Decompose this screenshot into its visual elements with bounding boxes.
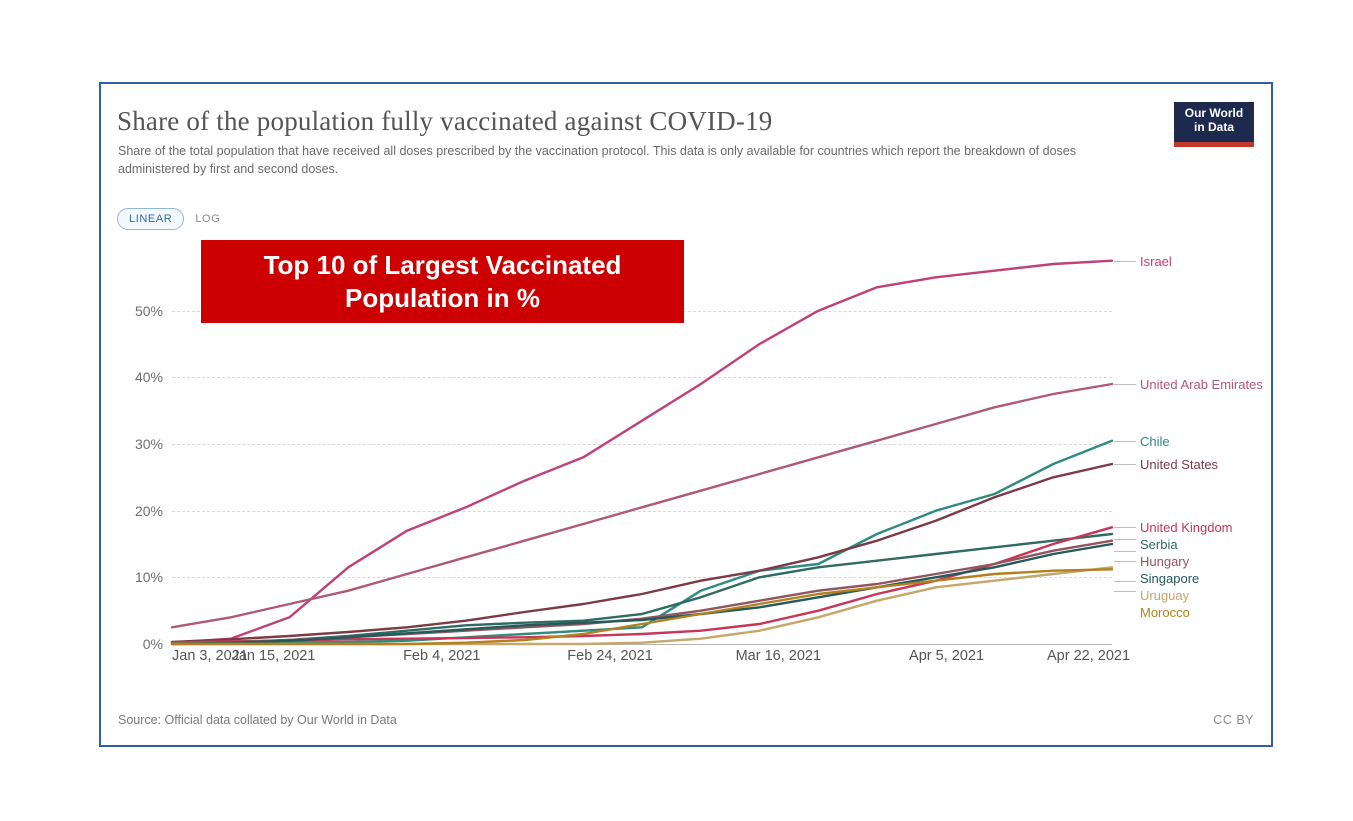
y-axis-tick-label: 10% [134, 569, 163, 586]
y-axis-tick-label: 20% [134, 502, 163, 519]
series-leader-line [1114, 464, 1136, 465]
x-axis-tick-label: Feb 4, 2021 [403, 648, 481, 664]
series-line [172, 527, 1112, 642]
y-axis-tick-label: 30% [134, 436, 163, 452]
series-line [172, 464, 1112, 642]
series-leader-line [1114, 441, 1136, 442]
series-end-label[interactable]: Chile [1140, 433, 1170, 449]
scale-toggle[interactable] [117, 208, 231, 230]
series-leader-line [1114, 539, 1136, 540]
series-end-label[interactable]: United Arab Emirates [1140, 377, 1263, 392]
series-leader-line [1114, 527, 1136, 528]
x-axis-tick-label: Mar 16, 2021 [735, 648, 822, 664]
series-line [172, 567, 1112, 644]
series-end-label[interactable]: Uruguay [1140, 588, 1190, 604]
y-axis-tick-label: 50% [134, 302, 163, 319]
overlay-banner: Top 10 of Largest Vaccinated Population in % [201, 240, 684, 323]
x-axis-tick-label: Apr 22, 2021 [1046, 648, 1131, 664]
x-axis-tick-label: Jan 3, 2021 [172, 648, 248, 664]
source-note: Source: Official data collated by Our World in Data [118, 713, 397, 727]
logo-line-2: in Data [1193, 119, 1234, 134]
y-axis-tick-label: 40% [134, 369, 163, 386]
toggle-log[interactable]: LOG [195, 213, 221, 225]
series-leader-line [1114, 561, 1136, 562]
series-leader-line [1114, 551, 1136, 552]
x-axis-tick-label: Apr 5, 2021 [909, 648, 985, 664]
series-end-label[interactable]: Serbia [1140, 537, 1178, 553]
x-axis-tick-label: Feb 24, 2021 [567, 648, 653, 664]
series-end-label[interactable]: United Kingdom [1140, 520, 1233, 536]
series-end-label[interactable]: Israel [1140, 253, 1172, 269]
series-leader-line [1114, 261, 1136, 262]
series-end-label[interactable]: United States [1140, 457, 1219, 472]
series-line [172, 569, 1112, 644]
chart-card [99, 82, 1273, 747]
logo-line-1: Our World [1184, 106, 1244, 120]
page-title: Share of the population fully vaccinated against COVID-19 [117, 106, 773, 136]
series-leader-line [1114, 384, 1136, 385]
x-axis-tick-label: Jan 15, 2021 [231, 648, 316, 664]
license-note: CC BY [1213, 713, 1254, 727]
toggle-linear[interactable]: LINEAR [117, 208, 184, 230]
series-leader-line [1114, 581, 1136, 582]
series-end-label[interactable]: Hungary [1140, 554, 1190, 570]
series-leader-line [1114, 591, 1136, 592]
series-end-label[interactable]: Singapore [1140, 571, 1200, 587]
chart-subtitle: Share of the total population that have received all doses prescribed by the vaccination protocol. This data is only available for countries which report the breakdown of doses administered by first and second doses. [118, 144, 1076, 177]
our-world-in-data-logo [1174, 102, 1254, 147]
series-end-label[interactable]: Morocco [1140, 605, 1190, 621]
y-axis-tick-label: 0% [142, 636, 163, 652]
